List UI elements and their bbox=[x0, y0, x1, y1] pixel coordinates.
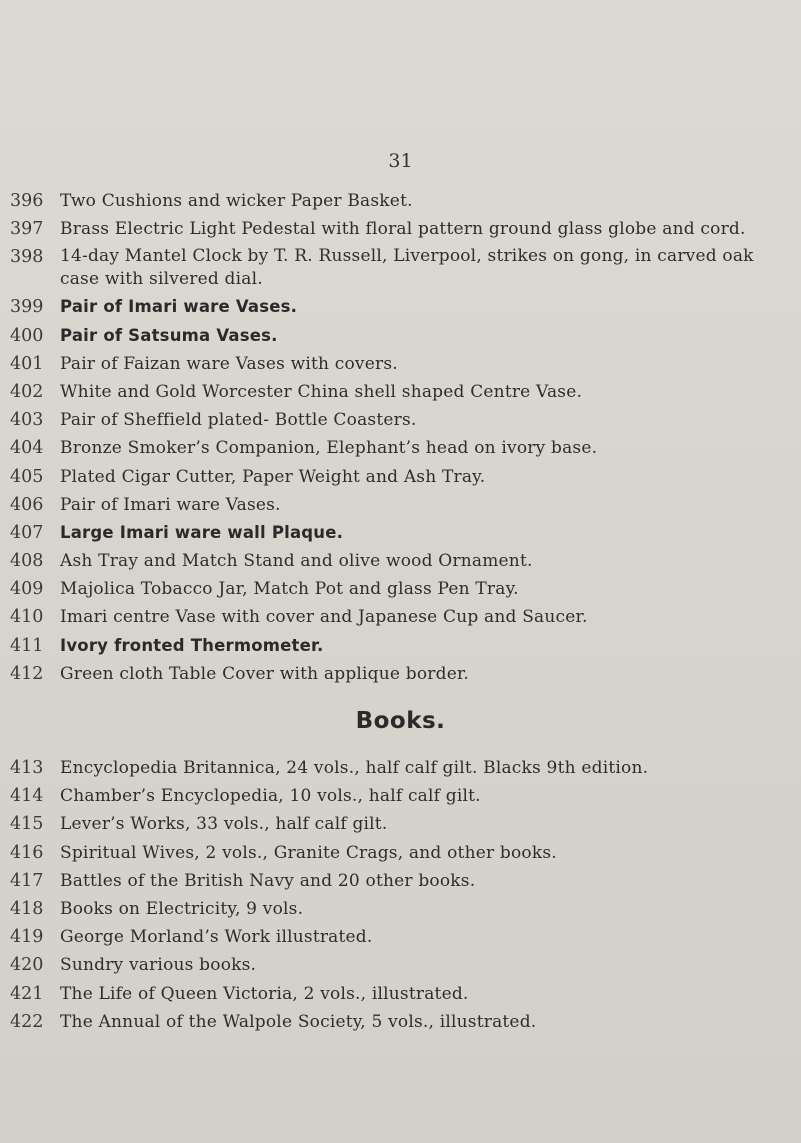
lot-row bbox=[0, 867, 801, 895]
lot-description: Pair of Sheffield plated- Bottle Coasters. bbox=[60, 410, 417, 431]
lot-number: 415 bbox=[10, 814, 44, 835]
lot-description: Books on Electricity, 9 vols. bbox=[60, 898, 304, 919]
lot-number: 421 bbox=[10, 983, 44, 1004]
lot-number: 405 bbox=[10, 466, 44, 487]
lot-number: 419 bbox=[10, 927, 44, 948]
lot-number: 406 bbox=[10, 494, 44, 515]
lot-number: 397 bbox=[10, 219, 44, 240]
lot-row bbox=[0, 463, 801, 491]
lot-row bbox=[0, 575, 801, 603]
lot-description: The Annual of the Walpole Society, 5 vols., illustrated. bbox=[60, 1011, 537, 1032]
lot-number: 416 bbox=[10, 842, 44, 863]
lot-description: Pair of Satsuma Vases. bbox=[60, 325, 278, 345]
lot-description: Sundry various books. bbox=[60, 955, 257, 976]
lot-description: Battles of the British Navy and 20 other books. bbox=[60, 870, 476, 891]
lot-number: 403 bbox=[10, 410, 44, 431]
lot-row bbox=[0, 187, 801, 215]
lot-row bbox=[0, 547, 801, 575]
lot-row bbox=[0, 660, 801, 688]
lot-row bbox=[0, 810, 801, 838]
lot-description: White and Gold Worcester China shell shaped Centre Vase. bbox=[60, 381, 583, 402]
lot-row bbox=[0, 293, 801, 321]
lot-number: 408 bbox=[10, 551, 44, 572]
lot-row bbox=[0, 923, 801, 951]
lot-number: 410 bbox=[10, 607, 44, 628]
lot-number: 418 bbox=[10, 898, 44, 919]
lot-row bbox=[0, 215, 801, 243]
lot-description: Pair of Imari ware Vases. bbox=[60, 494, 281, 515]
lot-description: Pair of Faizan ware Vases with covers. bbox=[60, 353, 398, 374]
lot-row bbox=[0, 839, 801, 867]
lot-description: Majolica Tobacco Jar, Match Pot and glass Pen Tray. bbox=[60, 579, 519, 600]
lot-number: 409 bbox=[10, 579, 44, 600]
lot-description: 14-day Mantel Clock by T. R. Russell, Liverpool, strikes on gong, in carved oak case with silvered dial. bbox=[60, 246, 754, 290]
lot-description: Large Imari ware wall Plaque. bbox=[60, 522, 344, 542]
lot-row bbox=[0, 519, 801, 547]
lot-description: Two Cushions and wicker Paper Basket. bbox=[60, 191, 413, 211]
lot-row bbox=[0, 603, 801, 631]
lot-description: Ash Tray and Match Stand and olive wood Ornament. bbox=[60, 551, 533, 572]
lot-description: Green cloth Table Cover with applique border. bbox=[60, 663, 470, 684]
lot-description: Imari centre Vase with cover and Japanese Cup and Saucer. bbox=[60, 607, 588, 628]
lot-row bbox=[0, 434, 801, 462]
lot-number: 404 bbox=[10, 438, 44, 459]
lot-number: 400 bbox=[10, 325, 44, 346]
lot-number: 401 bbox=[10, 353, 44, 374]
lot-description: Pair of Imari ware Vases. bbox=[60, 297, 298, 317]
lot-row bbox=[0, 1008, 801, 1036]
lot-row bbox=[0, 895, 801, 923]
lot-description: Chamber’s Encyclopedia, 10 vols., half calf gilt. bbox=[60, 786, 481, 807]
lot-number: 399 bbox=[10, 297, 44, 318]
lot-description: The Life of Queen Victoria, 2 vols., illustrated. bbox=[60, 983, 469, 1004]
lot-description: Encyclopedia Britannica, 24 vols., half calf gilt. Blacks 9th edition. bbox=[60, 758, 649, 778]
lot-number: 417 bbox=[10, 870, 44, 891]
lot-number: 412 bbox=[10, 663, 44, 684]
lot-row bbox=[0, 951, 801, 979]
lot-row bbox=[0, 782, 801, 810]
lot-description: Brass Electric Light Pedestal with floral pattern ground glass globe and cord. bbox=[60, 219, 746, 240]
lot-row bbox=[0, 632, 801, 660]
lot-description: Ivory fronted Thermometer. bbox=[60, 635, 324, 655]
lot-number: 422 bbox=[10, 1011, 44, 1032]
lot-row bbox=[0, 350, 801, 378]
lot-description: Plated Cigar Cutter, Paper Weight and Ash Tray. bbox=[60, 466, 486, 487]
lot-row bbox=[0, 754, 801, 782]
lot-row bbox=[0, 491, 801, 519]
lot-number: 411 bbox=[10, 635, 44, 656]
lot-number: 413 bbox=[10, 758, 44, 778]
lot-row bbox=[0, 378, 801, 406]
lot-number: 402 bbox=[10, 381, 44, 402]
lot-number: 420 bbox=[10, 955, 44, 976]
lot-description: George Morland’s Work illustrated. bbox=[60, 927, 373, 948]
books-list bbox=[0, 754, 801, 1036]
lots-list bbox=[0, 187, 801, 688]
section-heading-books: Books. bbox=[355, 708, 446, 734]
lot-row bbox=[0, 406, 801, 434]
lot-description: Lever’s Works, 33 vols., half calf gilt. bbox=[60, 814, 388, 835]
lot-description: Spiritual Wives, 2 vols., Granite Crags, and other books. bbox=[60, 842, 557, 863]
lot-row bbox=[0, 322, 801, 350]
lot-number: 414 bbox=[10, 786, 44, 807]
lot-number: 407 bbox=[10, 522, 44, 543]
lot-row bbox=[0, 980, 801, 1008]
page-number: 31 bbox=[388, 150, 413, 172]
lot-description: Bronze Smoker’s Companion, Elephant’s head on ivory base. bbox=[60, 438, 598, 459]
lot-number: 396 bbox=[10, 191, 44, 211]
lot-row bbox=[0, 243, 801, 293]
lot-number: 398 bbox=[10, 247, 44, 268]
